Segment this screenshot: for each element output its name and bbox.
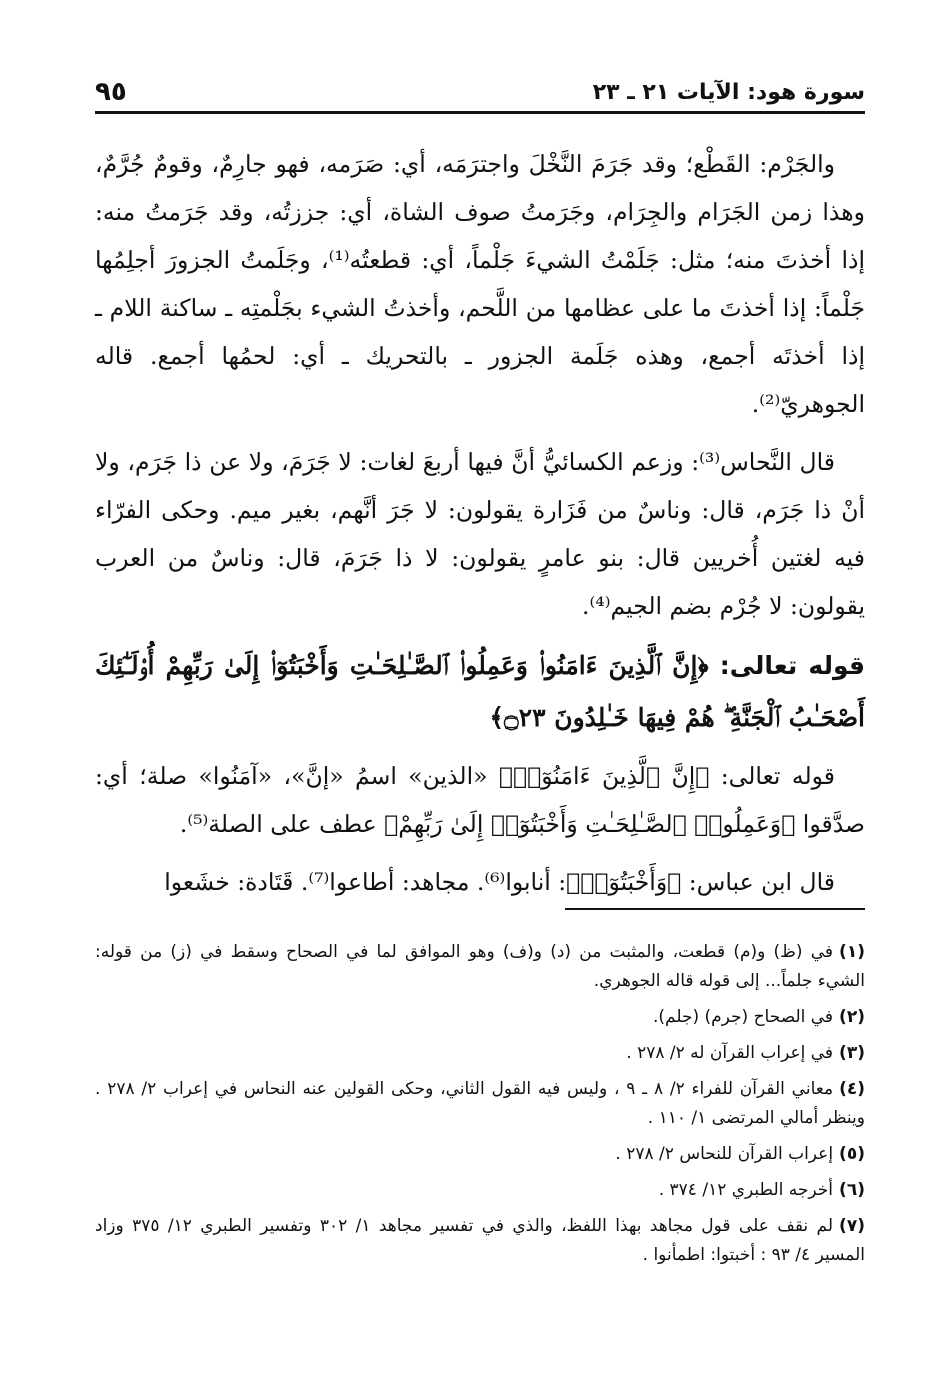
verse-text: ﴿إِنَّ ٱلَّذِينَ ءَامَنُوا۟ وَعَمِلُوا۟ ٱلصَّـٰلِحَـٰتِ وَأَخْبَتُوٓا۟ إِلَىٰ رَبِّهِمْ أُو۟لَـٰٓئِكَ أَصْحَـٰبُ ٱلْجَنَّةِ ۖ هُمْ فِيهَا خَـٰلِدُونَ ۝٢٣﴾ — [95, 651, 865, 732]
header-divider — [95, 111, 865, 114]
verse-lead-label: قوله تعالى: — [719, 651, 866, 680]
paragraph-verse-grammar: قوله تعالى: ﴿إِنَّ ٱلَّذِينَ ءَامَنُوٓا۟﴾ «الذين» اسمُ «إنَّ»، «آمَنُوا» صلة؛ أي: صدَّقوا ﴿وَعَمِلُوا۟ ٱلصَّـٰلِحَـٰتِ وَأَخْبَتُوٓا۟ إِلَىٰ رَبِّهِمْ﴾ عطف على الصلة⁽⁵⁾. — [95, 762, 865, 838]
footnote-item — [95, 1075, 865, 1133]
footnote-text: إعراب القرآن للنحاس ٢/ ٢٧٨ . — [615, 1144, 834, 1164]
footnote-divider — [565, 908, 865, 910]
footnote-number: (٣) — [839, 1043, 865, 1063]
main-text — [95, 140, 865, 916]
footnote-text: أخرجه الطبري ١٢/ ٣٧٤ . — [658, 1180, 834, 1200]
footnote-text: لم نقف على قول مجاهد بهذا اللفظ، والذي في تفسير مجاهد ١/ ٣٠٢ وتفسير الطبري ١٢/ ٣٧٥ وزاد المسير ٤/ ٩٣ : أخبتوا: اطمأنوا . — [95, 1216, 865, 1265]
footnote-number: (٧) — [839, 1216, 865, 1236]
page-number: ٩٥ — [95, 77, 127, 107]
paragraph-nahhas-quote: قال النَّحاس⁽³⁾: وزعم الكسائيُّ أنَّ فيها أربعَ لغات: لا جَرَمَ، ولا عن ذا جَرَم، ولا أنْ ذا جَرَم، قال: وناسٌ من فَزَارة يقولون: لا جَرَ أنَّهم، بغير ميم. وحكى الفرّاء فيه لغتين أُخريين قال: بنو عامرٍ يقولون: لا ذا جَرَمَ، قال: وناسٌ من العرب يقولون: لا جُرْم بضم الجيم⁽⁴⁾. — [95, 448, 865, 620]
chapter-heading: سورة هود: الآيات ٢١ ـ ٢٣ — [592, 79, 865, 105]
footnote-number: (٤) — [839, 1079, 866, 1099]
paragraph-ibn-abbas: قال ابن عباس: ﴿وَأَخْبَتُوٓا۟﴾: أنابوا⁽⁶⁾. مجاهد: أطاعوا⁽⁷⁾. قَتَادة: خشَعوا — [164, 868, 835, 896]
footnote-number: (٥) — [839, 1144, 865, 1164]
footnote-item — [95, 938, 865, 996]
footnote-item — [95, 1212, 865, 1270]
footnote-item — [95, 1176, 865, 1205]
footnote-item — [95, 1140, 865, 1169]
footnote-text: في (ظ) و(م) قطعت، والمثبت من (د) و(ف) وهو الموافق لما في الصحاح وسقط في (ز) من قوله: الشيء جلماً... إلى قوله قاله الجوهري. — [95, 942, 865, 991]
footnote-text: في الصحاح (جرم) (جلم). — [652, 1007, 834, 1027]
footnote-item — [95, 1003, 865, 1032]
quran-verse-block — [95, 640, 865, 744]
footnote-item — [95, 1039, 865, 1068]
footnote-number: (٦) — [839, 1180, 865, 1200]
running-header — [95, 72, 865, 112]
paragraph-jarm-definition: والجَرْم: القَطْع؛ وقد جَرَمَ النَّخْلَ واجترَمَه، أي: صَرَمه، فهو جارِمٌ، وقومٌ جُرَّمٌ، وهذا زمن الجَرَام والجِرَام، وجَرَمتُ صوف الشاة، أي: جززتُه، وقد جَرَمتُ منه: إذا أخذتَ منه؛ مثل: جَلَمْتُ الشيءَ جَلْماً، أي: قطعتُه⁽¹⁾، وجَلَمتُ الجزورَ أجلِمُها جَلْماً: إذا أخذتَ ما على عظامها من اللَّحم، وأخذتُ الشيء بجَلْمتِه ـ ساكنة اللام ـ إذا أخذتَه أجمع، وهذه جَلَمة الجزور ـ بالتحريك ـ أي: لحمُها أجمع. قاله الجوهريّ⁽²⁾. — [95, 150, 865, 418]
footnotes-section — [95, 938, 865, 1277]
footnote-number: (١) — [839, 942, 865, 962]
footnote-text: في إعراب القرآن له ٢/ ٢٧٨ . — [626, 1043, 834, 1063]
footnote-number: (٢) — [839, 1007, 865, 1027]
footnote-text: معاني القرآن للفراء ٢/ ٨ ـ ٩ ، وليس فيه القول الثاني، وحكى القولين عنه النحاس في إعراب ٢/ ٢٧٨ . وينظر أمالي المرتضى ١/ ١١٠ . — [95, 1079, 865, 1128]
